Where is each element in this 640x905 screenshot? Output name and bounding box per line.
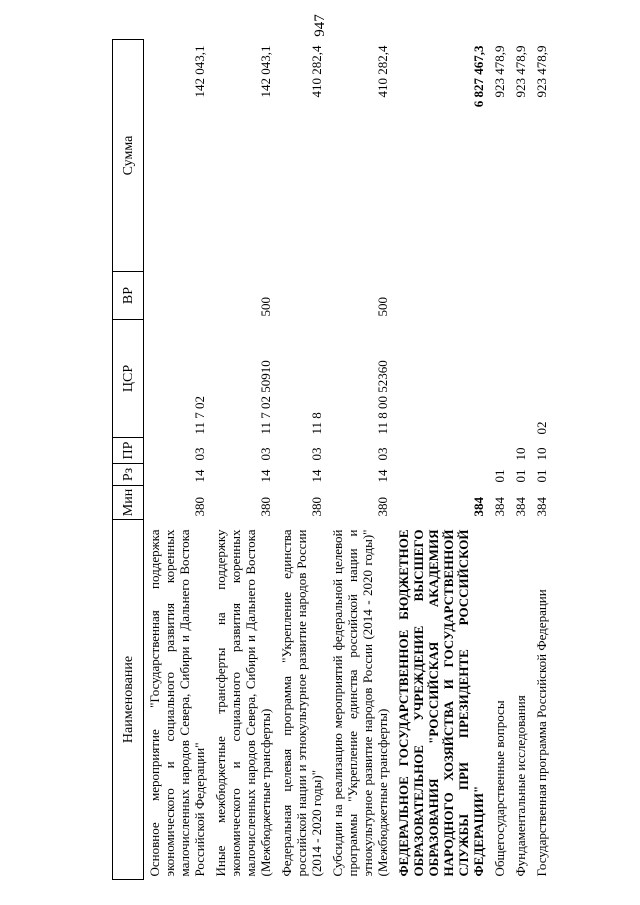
row-name: ФЕДЕРАЛЬНОЕ ГОСУДАРСТВЕННОЕ БЮДЖЕТНОЕ ОБРАЗОВАТЕЛЬНОЕ УЧРЕЖДЕНИЕ ВЫСШЕГО ОБРАЗОВАНИЯ "РОССИЙСКАЯ АКАДЕМИЯ НАРОДНОГО ХОЗЯЙСТВА И ГОСУДАРСТВЕННОЙ СЛУЖБЫ ПРИ ПРЕЗИДЕНТЕ РОССИЙСКОЙ ФЕДЕРАЦИИ" bbox=[396, 529, 486, 877]
table-row bbox=[393, 40, 489, 880]
table-row bbox=[489, 40, 510, 880]
row-csr: 02 bbox=[534, 421, 549, 435]
row-name: Иные межбюджетные трансферты на поддержку экономического и социального развития коренных малочисленных народов Севера, Сибири и Дальнего Востока (Межбюджетные трансферты) bbox=[213, 529, 273, 877]
row-vr: 500 bbox=[375, 297, 390, 317]
row-vr bbox=[531, 272, 552, 320]
header-name: Наименование bbox=[113, 520, 144, 880]
row-vr bbox=[510, 272, 531, 320]
row-sum: 923 478,9 bbox=[492, 45, 507, 98]
row-csr: 11 8 00 52360 bbox=[375, 360, 390, 435]
row-rz: 01 bbox=[534, 469, 549, 483]
row-vr: 500 bbox=[258, 297, 273, 317]
table-row bbox=[210, 40, 276, 880]
row-pr: 03 bbox=[258, 447, 273, 461]
row-sum: 410 282,4 bbox=[375, 45, 390, 98]
row-sum: 142 043,1 bbox=[192, 45, 207, 98]
row-pr: 10 bbox=[534, 447, 549, 461]
table-row bbox=[510, 40, 531, 880]
header-rz: Рз bbox=[113, 464, 144, 486]
header-pr: ПР bbox=[113, 438, 144, 464]
table-row bbox=[327, 40, 393, 880]
table-row bbox=[276, 40, 327, 880]
row-name: Субсидии на реализацию мероприятий федеральной целевой программы "Укрепление единства российской нации и этнокультурное развитие народов России (2014 - 2020 годы)" (Межбюджетные трансферты) bbox=[330, 529, 390, 877]
row-min: 384 bbox=[492, 497, 507, 517]
header-csr: ЦСР bbox=[113, 320, 144, 438]
row-min: 380 bbox=[192, 497, 207, 517]
row-csr: 11 7 02 bbox=[192, 395, 207, 435]
row-min: 380 bbox=[309, 497, 324, 517]
row-vr bbox=[276, 272, 327, 320]
row-name: Общегосударственные вопросы bbox=[492, 700, 507, 877]
row-csr: 11 8 bbox=[309, 412, 324, 435]
row-rz: 14 bbox=[309, 469, 324, 483]
row-rz: 14 bbox=[375, 469, 390, 483]
table-row bbox=[531, 40, 552, 880]
header-sum: Сумма bbox=[113, 40, 144, 272]
row-csr bbox=[489, 320, 510, 438]
row-min: 384 bbox=[534, 497, 549, 517]
header-min: Мин bbox=[113, 486, 144, 520]
row-min: 380 bbox=[258, 497, 273, 517]
row-name: Фундаментальные исследования bbox=[513, 695, 528, 877]
row-min: 384 bbox=[513, 497, 528, 517]
row-pr: 03 bbox=[192, 447, 207, 461]
row-pr: 03 bbox=[309, 447, 324, 461]
budget-table bbox=[112, 39, 552, 880]
table-header-row bbox=[113, 40, 144, 880]
row-name: Государственная программа Российской Федерации bbox=[534, 589, 549, 877]
row-vr bbox=[393, 272, 489, 320]
row-rz: 01 bbox=[513, 469, 528, 483]
row-sum: 410 282,4 bbox=[309, 45, 324, 98]
row-vr bbox=[489, 272, 510, 320]
row-name: Федеральная целевая программа "Укрепление единства российской нации и этнокультурное развитие народов России (2014 - 2020 годы)" bbox=[279, 529, 324, 877]
table-row bbox=[144, 40, 211, 880]
row-csr bbox=[393, 320, 489, 438]
row-sum: 923 478,9 bbox=[513, 45, 528, 98]
row-pr bbox=[393, 438, 489, 464]
row-name: Основное мероприятие "Государственная поддержка экономического и социального развития коренных малочисленных народов Севера, Сибири и Дальнего Востока Российской Федерации" bbox=[147, 529, 207, 877]
row-min: 380 bbox=[375, 497, 390, 517]
row-min: 384 bbox=[471, 497, 486, 517]
row-pr: 03 bbox=[375, 447, 390, 461]
header-vr: ВР bbox=[113, 272, 144, 320]
row-pr: 10 bbox=[513, 447, 528, 461]
row-sum: 142 043,1 bbox=[258, 45, 273, 98]
budget-table-sheet bbox=[112, 40, 602, 880]
row-rz: 14 bbox=[258, 469, 273, 483]
row-rz bbox=[393, 464, 489, 486]
row-sum: 923 478,9 bbox=[534, 45, 549, 98]
page-number-text: 947 bbox=[311, 13, 328, 37]
row-vr bbox=[144, 272, 211, 320]
row-sum: 6 827 467,3 bbox=[471, 45, 486, 108]
row-csr bbox=[510, 320, 531, 438]
row-rz: 14 bbox=[192, 469, 207, 483]
row-pr bbox=[489, 438, 510, 464]
row-rz: 01 bbox=[492, 469, 507, 483]
row-csr: 11 7 02 50910 bbox=[258, 360, 273, 435]
